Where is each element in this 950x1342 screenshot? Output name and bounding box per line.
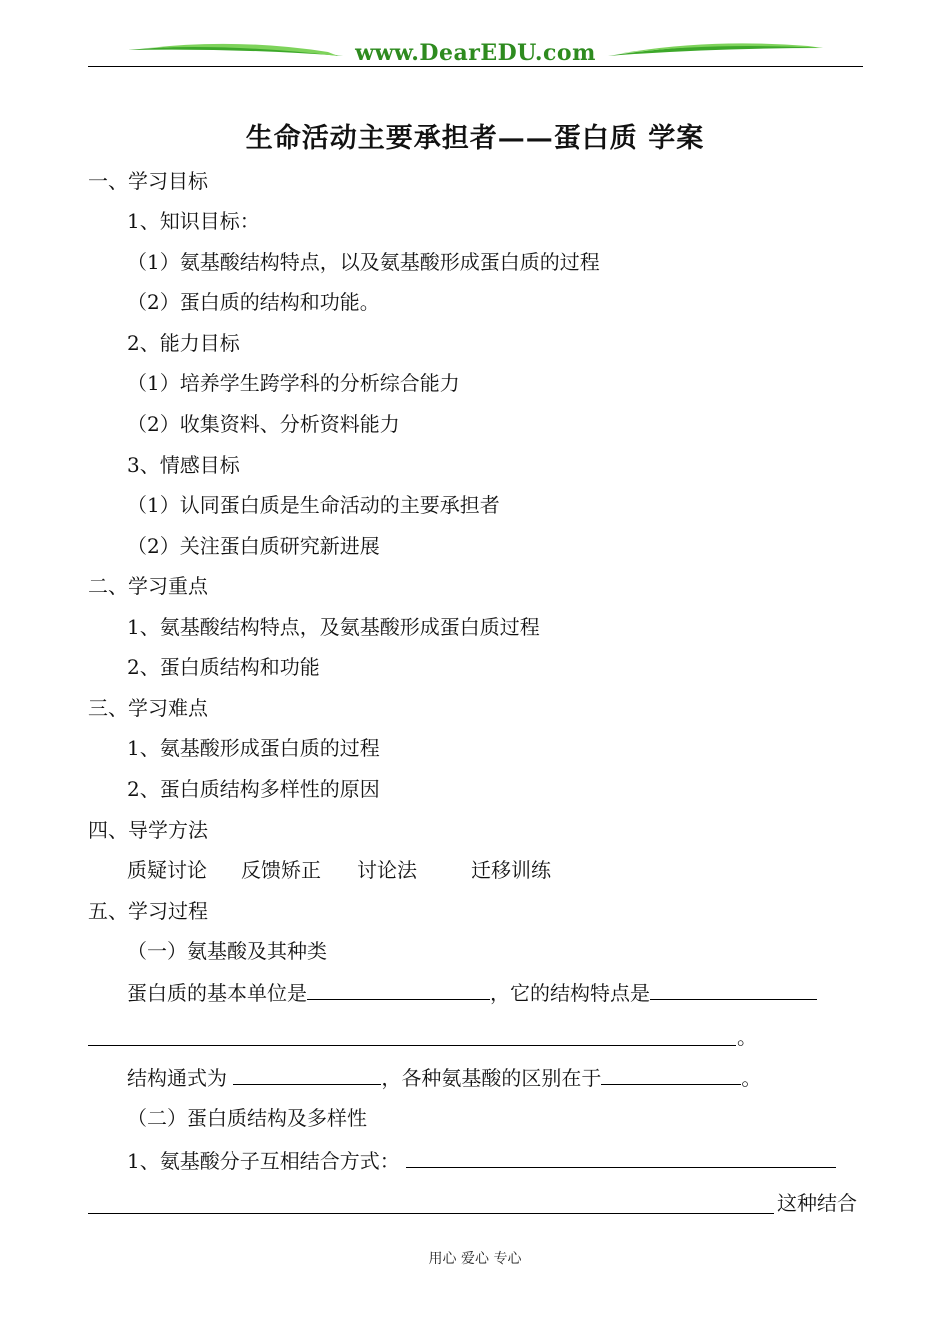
answer-blank[interactable] xyxy=(233,1065,381,1085)
answer-blank-line[interactable] xyxy=(88,1045,736,1046)
subheading-protein-structure: （二）蛋白质结构及多样性 xyxy=(127,1106,367,1130)
fill-question-2 xyxy=(127,1065,761,1091)
method-item: 反馈矫正 xyxy=(241,858,321,882)
list-item: （2）收集资料、分析资料能力 xyxy=(127,412,400,436)
list-item: （2）蛋白质的结构和功能。 xyxy=(127,290,380,314)
fill-question-1 xyxy=(127,980,817,1006)
method-list xyxy=(127,857,551,883)
page-title: 生命活动主要承担者——蛋白质 学案 xyxy=(245,123,705,154)
question-text: ，它的结构特点是 xyxy=(490,981,650,1005)
list-item: （1）氨基酸结构特点，以及氨基酸形成蛋白质的过程 xyxy=(127,250,600,274)
list-item: 1、氨基酸结构特点，及氨基酸形成蛋白质过程 xyxy=(127,615,540,639)
subheading-knowledge: 1、知识目标： xyxy=(127,209,260,233)
section-heading-2: 二、学习重点 xyxy=(88,574,208,598)
method-item: 迁移训练 xyxy=(471,858,551,882)
site-logo-text: www.DearEDU.com xyxy=(355,40,596,66)
answer-blank[interactable] xyxy=(601,1065,741,1085)
page-footer: 用心 爱心 专心 xyxy=(428,1251,522,1267)
list-item: （1）认同蛋白质是生命活动的主要承担者 xyxy=(127,493,500,517)
answer-blank[interactable] xyxy=(650,980,817,1000)
subheading-emotion: 3、情感目标 xyxy=(127,453,240,477)
question-text: 1、氨基酸分子互相结合方式： xyxy=(127,1149,400,1173)
section-heading-3: 三、学习难点 xyxy=(88,696,208,720)
list-item: 2、蛋白质结构多样性的原因 xyxy=(127,777,380,801)
sentence-end: 。 xyxy=(737,1025,757,1049)
list-item: （2）关注蛋白质研究新进展 xyxy=(127,534,380,558)
method-item: 讨论法 xyxy=(357,858,417,882)
section-heading-5: 五、学习过程 xyxy=(88,899,208,923)
method-item: 质疑讨论 xyxy=(127,858,207,882)
header-divider xyxy=(88,66,863,67)
list-item: 2、蛋白质结构和功能 xyxy=(127,655,320,679)
answer-blank[interactable] xyxy=(307,980,490,1000)
subheading-ability: 2、能力目标 xyxy=(127,331,240,355)
fill-question-3 xyxy=(127,1148,836,1174)
section-heading-1: 一、学习目标 xyxy=(88,169,208,193)
subheading-amino-acids: （一）氨基酸及其种类 xyxy=(127,939,327,963)
sentence-end: 。 xyxy=(741,1066,762,1090)
question-continuation: 这种结合 xyxy=(777,1191,857,1215)
question-text: ，各种氨基酸的区别在于 xyxy=(381,1066,602,1090)
answer-blank-line[interactable] xyxy=(88,1213,774,1214)
section-heading-4: 四、导学方法 xyxy=(88,818,208,842)
question-text: 蛋白质的基本单位是 xyxy=(127,981,307,1005)
answer-blank[interactable] xyxy=(406,1148,836,1168)
list-item: （1）培养学生跨学科的分析综合能力 xyxy=(127,371,460,395)
question-text: 结构通式为 xyxy=(127,1066,227,1090)
list-item: 1、氨基酸形成蛋白质的过程 xyxy=(127,736,380,760)
